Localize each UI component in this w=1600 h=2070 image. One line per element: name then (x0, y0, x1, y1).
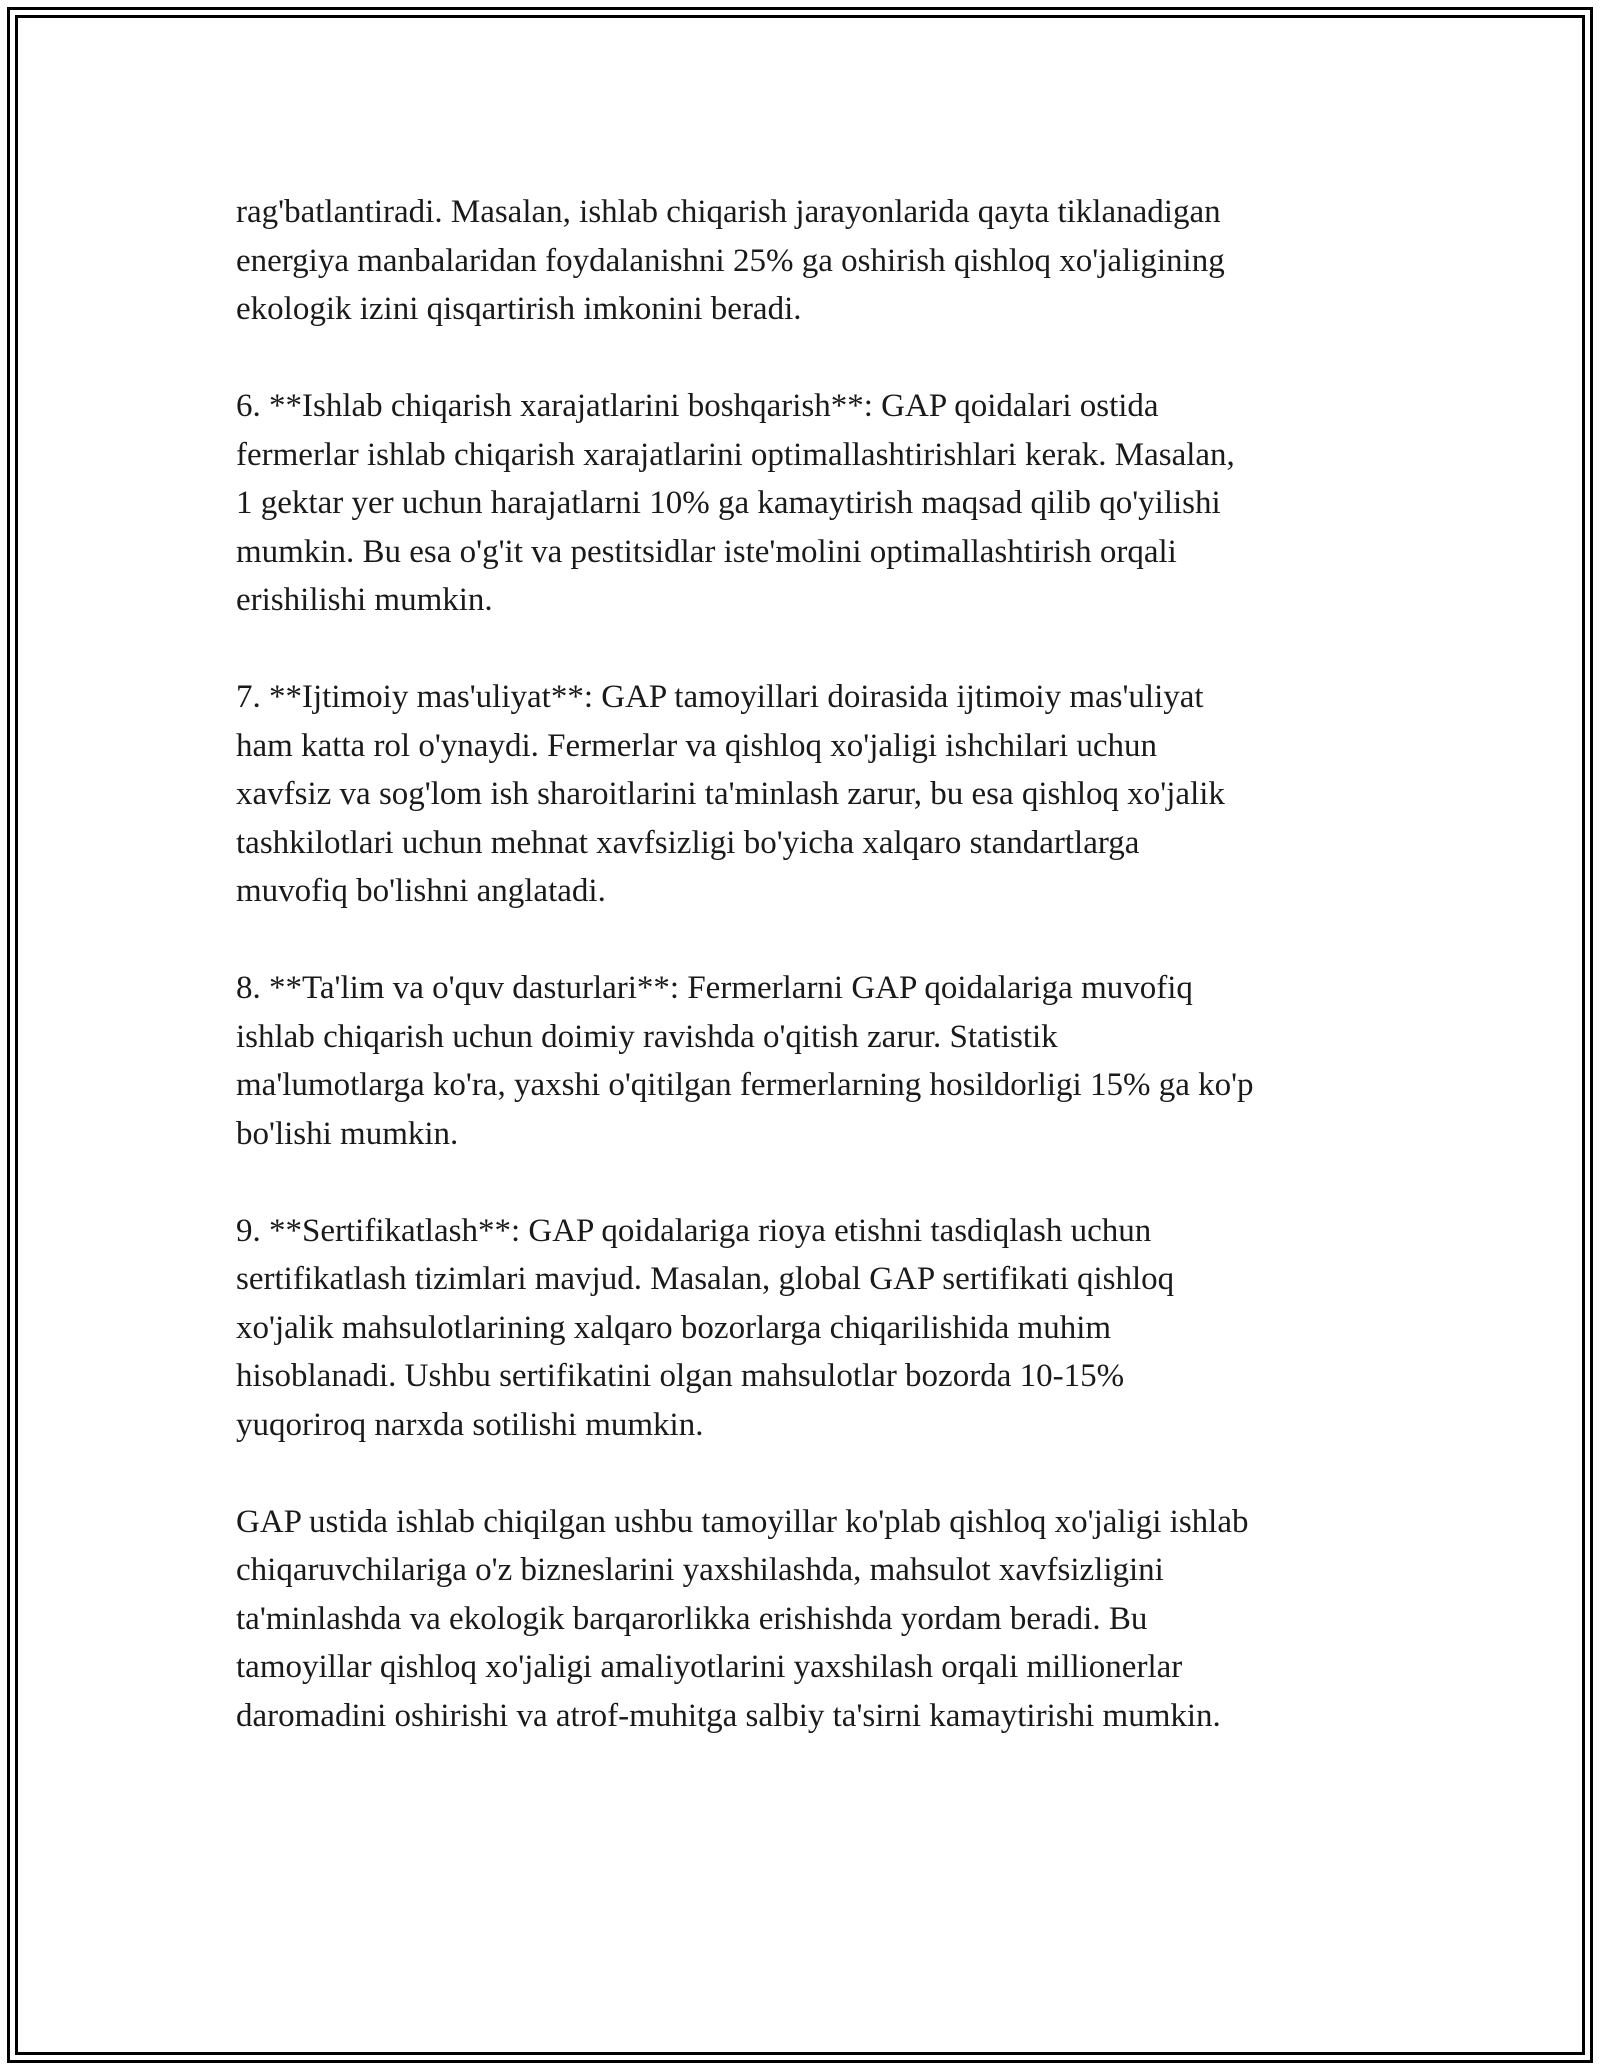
text-line: bo'lishi mumkin. (236, 1115, 459, 1152)
paragraph-item-9-certification (236, 1207, 1386, 1450)
text-line: ishlab chiqarish uchun doimiy ravishda o'qitish zarur. Statistik (236, 1018, 1058, 1055)
text-line: ta'minlashda va ekologik barqarorlikka erishishda yordam beradi. Bu (236, 1600, 1148, 1637)
paragraph-item-8-training-programs (236, 964, 1386, 1158)
text-line: daromadini oshirishi va atrof-muhitga salbiy ta'sirni kamaytirishi mumkin. (236, 1697, 1221, 1734)
text-line: fermerlar ishlab chiqarish xarajatlarini optimallashtirishlari kerak. Masalan, (236, 436, 1235, 473)
text-line: hisoblanadi. Ushbu sertifikatini olgan mahsulotlar bozorda 10-15% (236, 1358, 1125, 1394)
text-line: erishilishi mumkin. (236, 582, 493, 618)
text-line: ham katta rol o'ynaydi. Fermerlar va qishloq xo'jaligi ishchilari uchun (236, 727, 1158, 764)
text-line: chiqaruvchilariga o'z bizneslarini yaxshilashda, mahsulot xavfsizligini (236, 1552, 1164, 1588)
text-line: GAP ustida ishlab chiqilgan ushbu tamoyillar ko'plab qishloq xo'jaligi ishlab (236, 1503, 1249, 1540)
text-line: energiya manbalaridan foydalanishni 25% ga oshirish qishloq xo'jaligining (236, 242, 1225, 279)
text-line: 7. **Ijtimoiy mas'uliyat**: GAP tamoyillari doirasida ijtimoiy mas'uliyat (236, 679, 1204, 715)
text-line: tashkilotlari uchun mehnat xavfsizligi bo'yicha xalqaro standartlarga (236, 824, 1140, 861)
text-line: 9. **Sertifikatlash**: GAP qoidalariga rioya etishni tasdiqlash uchun (236, 1212, 1152, 1249)
text-line: 6. **Ishlab chiqarish xarajatlarini boshqarish**: GAP qoidalari ostida (236, 388, 1159, 424)
text-line: mumkin. Bu esa o'g'it va pestitsidlar iste'molini optimallashtirish orqali (236, 533, 1177, 570)
text-line: tamoyillar qishloq xo'jaligi amaliyotlarini yaxshilash orqali millionerlar (236, 1649, 1183, 1685)
text-line: muvofiq bo'lishni anglatadi. (236, 873, 606, 909)
text-line: xo'jalik mahsulotlarining xalqaro bozorlarga chiqarilishida muhim (236, 1309, 1112, 1346)
text-line: xavfsiz va sog'lom ish sharoitlarini ta'minlash zarur, bu esa qishloq xo'jalik (236, 776, 1225, 812)
document-body (236, 188, 1386, 1740)
text-line: yuqoriroq narxda sotilishi mumkin. (236, 1406, 704, 1443)
text-line: ma'lumotlarga ko'ra, yaxshi o'qitilgan fermerlarning hosildorligi 15% ga ko'p (236, 1067, 1254, 1103)
paragraph-item-7-social-responsibility (236, 673, 1386, 916)
text-line: rag'batlantiradi. Masalan, ishlab chiqarish jarayonlarida qayta tiklanadigan (236, 194, 1221, 230)
paragraph-conclusion (236, 1498, 1386, 1741)
paragraph-item-6-cost-management (236, 382, 1386, 625)
text-line: sertifikatlash tizimlari mavjud. Masalan, global GAP sertifikati qishloq (236, 1261, 1175, 1297)
paragraph-renewable-energy (236, 188, 1386, 334)
text-line: 8. **Ta'lim va o'quv dasturlari**: Fermerlarni GAP qoidalariga muvofiq (236, 970, 1193, 1006)
text-line: 1 gektar yer uchun harajatlarni 10% ga kamaytirish maqsad qilib qo'yilishi (236, 485, 1221, 521)
text-line: ekologik izini qisqartirish imkonini beradi. (236, 291, 802, 327)
